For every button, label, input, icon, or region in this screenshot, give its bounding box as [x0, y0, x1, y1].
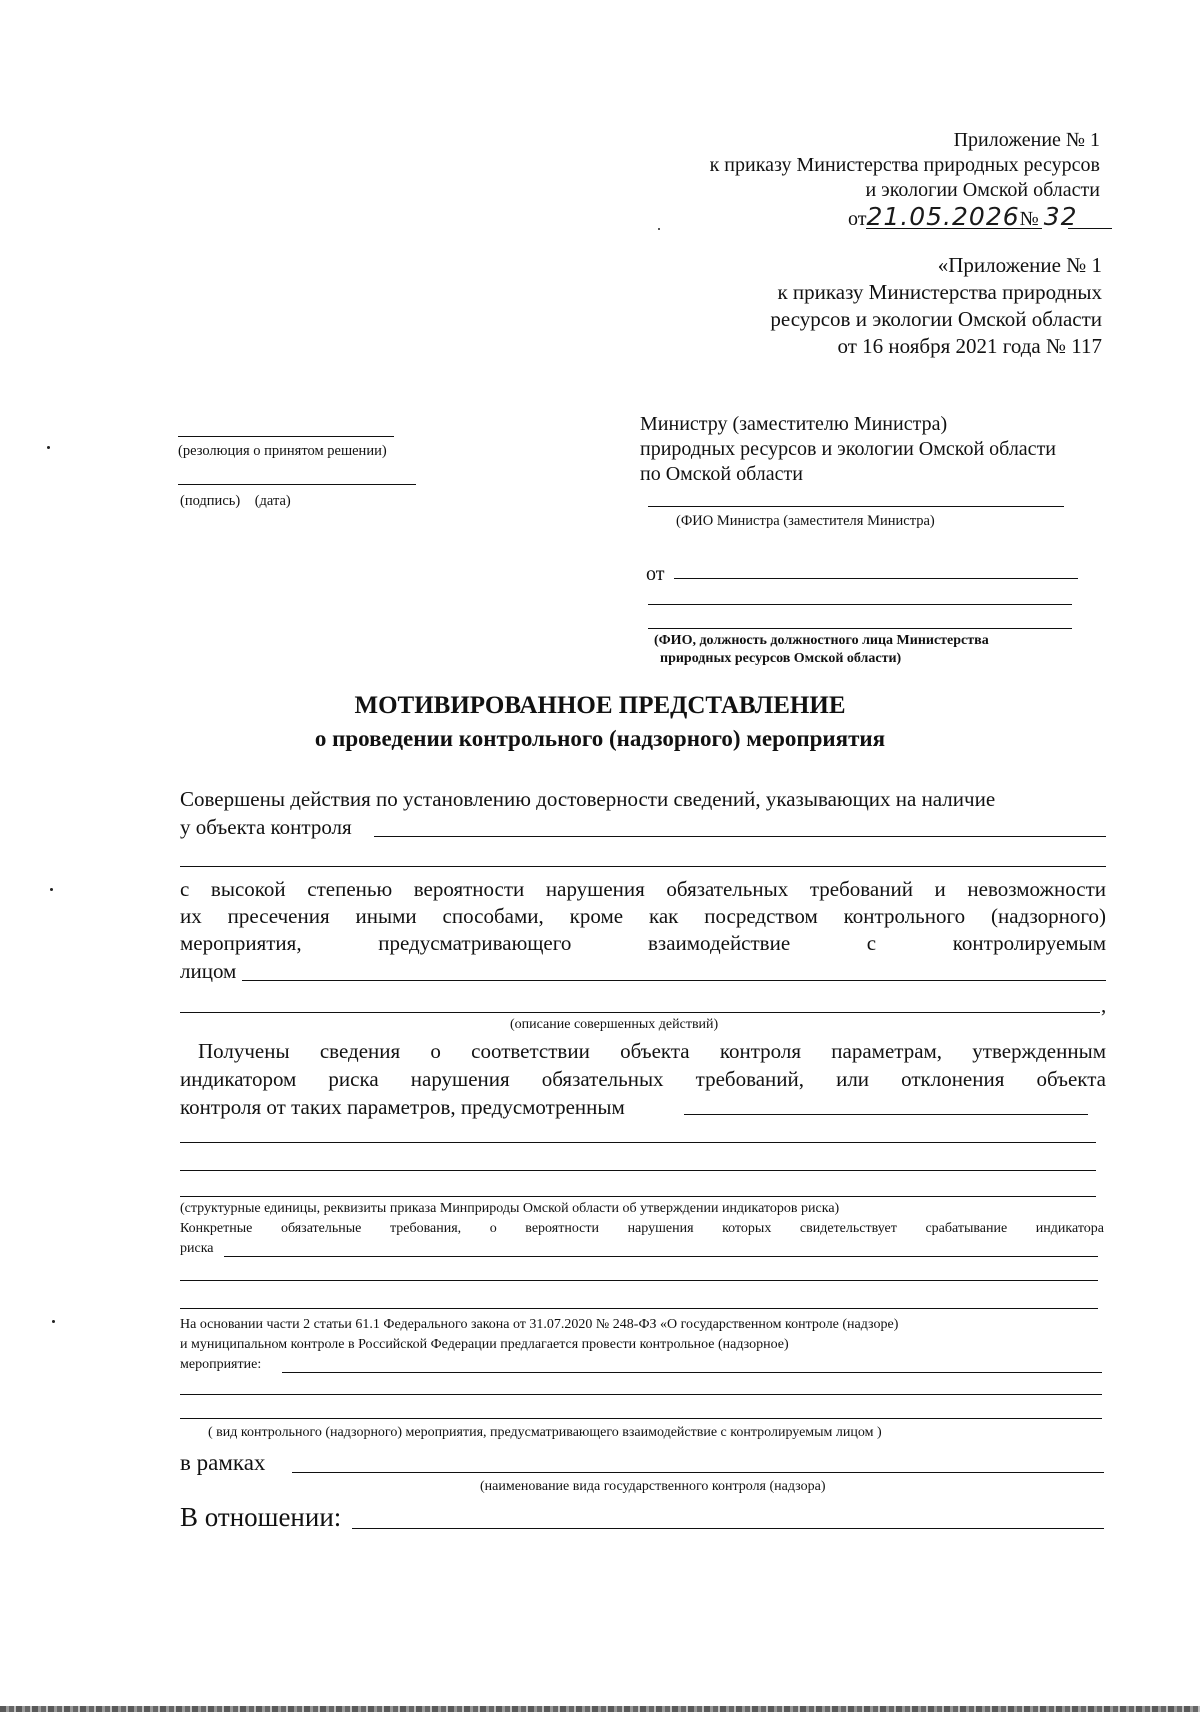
within-label: в рамках — [180, 1450, 266, 1475]
official-caption-line-2: природных ресурсов Омской области) — [660, 651, 902, 666]
comma-mark: , — [1101, 993, 1107, 1017]
object-line-1 — [374, 836, 1106, 837]
event-line-2 — [180, 1394, 1102, 1395]
requirements-line-1: Конкретные обязательные требования, о вероятности нарушения которых свидетельствует срабатывание индикатора — [180, 1221, 1104, 1236]
p3-line-1: Получены сведения о соответствии объекта контроля параметрам, утвержденным — [198, 1039, 1106, 1063]
indicator-line-3 — [180, 1170, 1096, 1171]
number-underline — [1068, 228, 1112, 229]
scan-speck — [50, 888, 53, 891]
resolution-caption: (резолюция о принятом решении) — [178, 443, 387, 459]
from-label: от — [646, 563, 665, 585]
prev-appendix-line-2: к приказу Министерства природных — [777, 280, 1102, 304]
p2-line-4: лицом — [180, 959, 237, 983]
p2-line-3: мероприятия, предусматривающего взаимодействие с контролируемым — [180, 931, 1106, 955]
date-prefix: от — [848, 208, 867, 230]
regarding-label: В отношении: — [180, 1502, 342, 1532]
signature-date-caption: (подпись) (дата) — [180, 493, 291, 509]
indicator-line-2 — [180, 1142, 1096, 1143]
from-line-1 — [674, 578, 1078, 579]
event-line-3 — [180, 1418, 1102, 1419]
appendix-line-3: и экологии Омской области — [865, 179, 1100, 201]
appendix-line-1: Приложение № 1 — [953, 129, 1100, 151]
addressee-block — [640, 412, 1120, 487]
scan-edge-artifact — [0, 1706, 1200, 1712]
p2-line-2: их пресечения иными способами, кроме как посредством контрольного (надзорного) — [180, 904, 1106, 928]
p3-line-3: контроля от таких параметров, предусмотренным — [180, 1095, 625, 1119]
control-type-caption: (наименование вида государственного контроля (надзора) — [480, 1479, 826, 1494]
addressee-line-1: Министру (заместителю Министра) — [640, 413, 948, 435]
scan-speck — [47, 446, 50, 449]
p2-line-1: с высокой степенью вероятности нарушения обязательных требований и невозможности — [180, 877, 1106, 901]
within-line — [292, 1472, 1104, 1473]
structural-caption: (структурные единицы, реквизиты приказа Минприроды Омской области об утверждении индикаторов риска) — [180, 1201, 840, 1216]
number-prefix: № — [1019, 208, 1039, 230]
document-title: МОТИВИРОВАННОЕ ПРЕДСТАВЛЕНИЕ — [354, 692, 846, 719]
requirements-line-a — [224, 1256, 1098, 1257]
person-line-1 — [242, 980, 1106, 981]
addressee-line-3: по Омской области — [640, 463, 803, 485]
basis-line-1: На основании части 2 статьи 61.1 Федерального закона от 31.07.2020 № 248-ФЗ «О государственном контроле (надзоре) — [180, 1317, 899, 1332]
event-caption: ( вид контрольного (надзорного) мероприятия, предусматривающего взаимодействие с контролируемым лицом ) — [208, 1425, 882, 1440]
resolution-line — [178, 436, 394, 437]
event-line-1 — [282, 1372, 1102, 1373]
requirements-line-b — [180, 1280, 1098, 1281]
p3-line-2: индикатором риска нарушения обязательных требований, или отклонения объекта — [180, 1067, 1106, 1091]
prev-appendix-line-4: от 16 ноября 2021 года № 117 — [837, 334, 1102, 358]
from-line-2 — [648, 604, 1072, 605]
minister-caption: (ФИО Министра (заместителя Министра) — [676, 513, 935, 529]
actions-caption: (описание совершенных действий) — [510, 1017, 719, 1032]
appendix-header — [600, 128, 1100, 203]
p1-line-2: у объекта контроля — [180, 815, 352, 839]
date-underline — [866, 228, 1042, 229]
prev-appendix-line-3: ресурсов и экологии Омской области — [770, 307, 1102, 331]
scan-speck — [52, 1320, 55, 1323]
indicator-line-4 — [180, 1196, 1096, 1197]
handwritten-number: 32 — [1043, 202, 1078, 231]
basis-line-2: и муниципальном контроле в Российской Федерации предлагается провести контрольное (надзорное) — [180, 1337, 789, 1352]
prev-appendix-line-1: «Приложение № 1 — [937, 253, 1102, 277]
official-caption-line-1: (ФИО, должность должностного лица Министерства — [654, 633, 989, 648]
basis-line-3: мероприятие: — [180, 1357, 262, 1372]
document-subtitle: о проведении контрольного (надзорного) мероприятия — [314, 726, 886, 751]
scan-speck — [658, 228, 660, 230]
minister-name-line — [648, 506, 1064, 507]
object-line-2 — [180, 866, 1106, 867]
signature-line — [178, 484, 416, 485]
p1-line-1: Совершены действия по установлению достоверности сведений, указывающих на наличие — [180, 787, 996, 811]
person-line-2 — [180, 1012, 1100, 1013]
from-line-3 — [648, 628, 1072, 629]
appendix-line-2: к приказу Министерства природных ресурсов — [709, 154, 1100, 176]
requirements-line-2: риска — [180, 1241, 214, 1256]
prev-appendix-block — [640, 252, 1102, 360]
indicator-line-1 — [684, 1114, 1088, 1115]
addressee-line-2: природных ресурсов и экологии Омской области — [640, 438, 1057, 460]
official-caption — [654, 632, 989, 668]
handwritten-date: 21.05.2026 — [866, 202, 1020, 231]
regarding-line — [352, 1528, 1104, 1529]
requirements-line-c — [180, 1308, 1098, 1309]
